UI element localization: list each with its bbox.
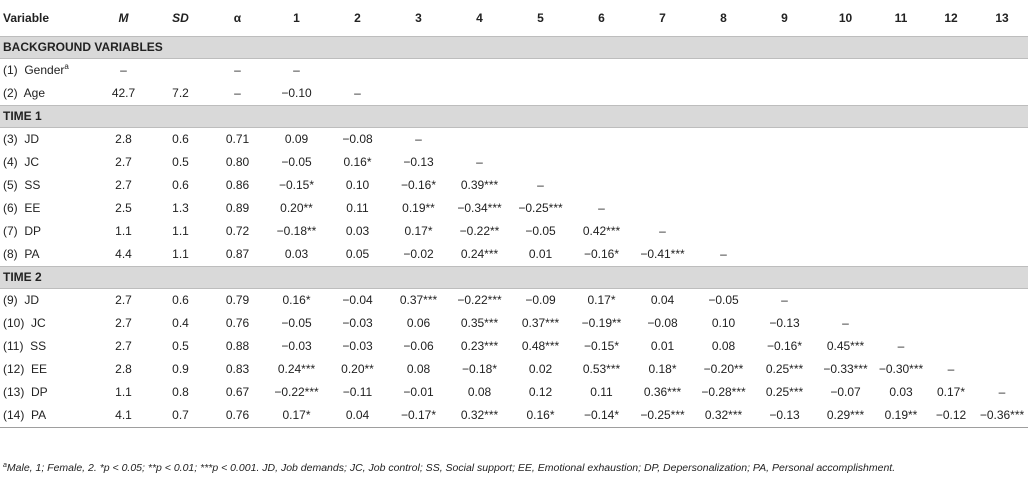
table-cell: 0.9: [172, 362, 189, 376]
table-cell: [754, 82, 815, 106]
table-cell: [926, 151, 976, 174]
variable-label: (10) JC: [3, 316, 46, 330]
table-cell: 2.8: [115, 362, 132, 376]
table-cell: 0.6: [172, 293, 189, 307]
table-cell: [754, 174, 815, 197]
table-cell: 0.32***: [449, 404, 510, 428]
header-col-12: 12: [926, 0, 976, 37]
table-cell: 0.36***: [643, 385, 682, 399]
table-cell: [510, 128, 571, 152]
table-cell: [976, 358, 1028, 381]
table-cell: 0.25***: [765, 385, 804, 399]
table-row: [0, 174, 1028, 197]
table-cell: 1.3: [172, 201, 189, 215]
table-cell: 0.08: [467, 385, 492, 399]
table-cell: 0.04: [327, 404, 388, 428]
table-cell: [976, 174, 1028, 197]
table-cell: −0.33***: [823, 362, 868, 376]
section-header-row: [0, 37, 1028, 59]
table-cell: 0.45***: [826, 339, 865, 353]
table-cell: [754, 128, 815, 152]
table-cell: −0.13: [754, 404, 815, 428]
table-cell: −0.04: [342, 293, 373, 307]
table-cell: –: [897, 339, 905, 353]
table-cell: 0.79: [225, 293, 250, 307]
header-col-8: 8: [693, 0, 754, 37]
table-cell: –: [998, 385, 1006, 399]
table-cell: [926, 312, 976, 335]
table-cell: −0.20**: [703, 362, 744, 376]
variable-cell: [0, 243, 95, 267]
table-cell: −0.13: [769, 316, 800, 330]
table-cell: −0.01: [403, 385, 434, 399]
table-cell: −0.09: [525, 293, 556, 307]
table-cell: 0.12: [528, 385, 553, 399]
header-col-3: 3: [388, 0, 449, 37]
table-cell: [976, 197, 1028, 220]
table-cell: 2.7: [115, 155, 132, 169]
table-cell: [876, 243, 926, 267]
section-header-row: [0, 106, 1028, 128]
table-cell: 0.11: [590, 385, 613, 399]
table-cell: 0.20**: [280, 201, 313, 215]
variable-label: (2) Age: [3, 86, 46, 100]
variable-label: (1) Gender: [3, 63, 65, 77]
table-cell: [815, 59, 876, 83]
table-cell: −0.28***: [701, 385, 746, 399]
table-row: [0, 151, 1028, 174]
table-cell: [815, 220, 876, 243]
table-cell: 0.17*: [936, 385, 966, 399]
table-cell: [976, 243, 1028, 267]
table-row: [0, 404, 1028, 428]
table-cell: [754, 220, 815, 243]
variable-cell: [0, 174, 95, 197]
table-cell: 0.76: [209, 404, 266, 428]
table-cell: [754, 59, 815, 83]
table-cell: [815, 128, 876, 152]
table-cell: [976, 289, 1028, 313]
table-cell: −0.13: [403, 155, 434, 169]
table-cell: 0.35***: [460, 316, 499, 330]
table-cell: 2.7: [115, 339, 132, 353]
table-cell: [926, 220, 976, 243]
table-cell: [449, 82, 510, 106]
table-cell: 0.10: [345, 178, 370, 192]
table-cell: 0.67: [225, 385, 250, 399]
variable-cell: [0, 404, 95, 428]
table-cell: 0.25***: [765, 362, 804, 376]
table-cell: [926, 335, 976, 358]
table-row: [0, 381, 1028, 404]
variable-cell: [0, 289, 95, 313]
table-cell: −0.03: [342, 339, 373, 353]
table-cell: [571, 59, 632, 83]
table-cell: −0.15*: [278, 178, 315, 192]
table-cell: 0.24***: [460, 247, 499, 261]
table-cell: [876, 128, 926, 152]
table-cell: 0.76: [225, 316, 250, 330]
table-cell: −0.15*: [583, 339, 620, 353]
table-cell: 0.39***: [460, 178, 499, 192]
variable-cell: [0, 59, 95, 83]
variable-cell: [0, 220, 95, 243]
table-cell: –: [720, 247, 727, 261]
table-cell: 0.83: [225, 362, 250, 376]
table-cell: [571, 151, 632, 174]
table-cell: −0.36***: [976, 404, 1028, 428]
table-row: [0, 289, 1028, 313]
table-cell: [693, 82, 754, 106]
table-cell: 0.10: [711, 316, 736, 330]
table-cell: 0.17*: [266, 404, 327, 428]
table-cell: 0.20**: [341, 362, 374, 376]
table-cell: −0.14*: [571, 404, 632, 428]
table-cell: −0.03: [342, 316, 373, 330]
section-title: TIME 1: [0, 106, 1028, 128]
table-cell: 0.5: [172, 155, 189, 169]
table-cell: 0.19**: [876, 404, 926, 428]
table-cell: [926, 289, 976, 313]
table-row: [0, 128, 1028, 152]
table-row: [0, 358, 1028, 381]
table-cell: [693, 220, 754, 243]
table-cell: –: [354, 86, 361, 100]
header-col-9: 9: [754, 0, 815, 37]
table-cell: –: [234, 86, 241, 100]
table-cell: [510, 82, 571, 106]
table-cell: −0.25***: [518, 201, 563, 215]
table-cell: 0.37***: [399, 293, 438, 307]
table-row: [0, 312, 1028, 335]
table-cell: [449, 128, 510, 152]
table-cell: 0.37***: [521, 316, 560, 330]
table-cell: −0.30***: [878, 362, 924, 376]
table-cell: [876, 289, 926, 313]
table-cell: 2.8: [115, 132, 132, 146]
table-cell: [926, 128, 976, 152]
table-cell: –: [781, 293, 788, 307]
variable-label: (4) JC: [3, 155, 39, 169]
table-cell: 0.72: [225, 224, 250, 238]
table-cell: [327, 59, 388, 83]
table-cell: [976, 151, 1028, 174]
table-cell: −0.05: [525, 224, 556, 238]
table-cell: 0.04: [650, 293, 675, 307]
table-cell: −0.19**: [581, 316, 622, 330]
header-col-7: 7: [632, 0, 693, 37]
table-cell: [632, 174, 693, 197]
table-row: [0, 197, 1028, 220]
table-cell: 0.16*: [282, 293, 311, 307]
table-cell: 0.86: [225, 178, 250, 192]
table-cell: −0.22**: [459, 224, 500, 238]
table-cell: 0.23***: [460, 339, 499, 353]
table-cell: [449, 59, 510, 83]
table-cell: [976, 59, 1028, 83]
table-cell: 0.09: [284, 132, 309, 146]
table-cell: [754, 243, 815, 267]
header-row: [0, 0, 1028, 37]
table-cell: [926, 82, 976, 106]
table-cell: 0.48***: [521, 339, 560, 353]
variable-cell: [0, 381, 95, 404]
table-cell: –: [415, 132, 422, 146]
header-mean: M: [95, 0, 152, 37]
table-cell: 2.7: [115, 316, 132, 330]
table-cell: –: [598, 201, 605, 215]
table-cell: [388, 82, 449, 106]
table-cell: −0.34***: [457, 201, 502, 215]
footnote-text: Male, 1; Female, 2. *p < 0.05; **p < 0.01; ***p < 0.001. JD, Job demands; JC, Job control; SS, Social support; EE, Emotional exhaustion; DP, Depersonalization; PA, Personal accomplishment.: [6, 462, 896, 474]
table-cell: 0.03: [889, 385, 913, 399]
variable-label: (14) PA: [3, 408, 47, 422]
header-col-1: 1: [266, 0, 327, 37]
table-cell: [876, 312, 926, 335]
table-cell: [876, 220, 926, 243]
table-cell: 0.19**: [402, 201, 435, 215]
table-cell: −0.06: [403, 339, 434, 353]
table-cell: 0.5: [172, 339, 189, 353]
table-cell: −0.25***: [632, 404, 693, 428]
table-cell: 0.18*: [648, 362, 677, 376]
table-cell: −0.08: [342, 132, 373, 146]
table-cell: 2.5: [115, 201, 132, 215]
table-cell: −0.12: [926, 404, 976, 428]
variable-cell: [0, 197, 95, 220]
table-cell: 0.08: [406, 362, 431, 376]
table-cell: −0.17*: [388, 404, 449, 428]
header-alpha: α: [209, 0, 266, 37]
table-cell: 1.1: [172, 224, 189, 238]
header-col-4: 4: [449, 0, 510, 37]
table-row: [0, 243, 1028, 267]
variable-label: (9) JD: [3, 293, 39, 307]
table-row: [0, 220, 1028, 243]
table-cell: [815, 197, 876, 220]
table-cell: 0.8: [172, 385, 189, 399]
table-cell: 0.17*: [404, 224, 433, 238]
table-cell: 0.80: [225, 155, 250, 169]
table-cell: [926, 174, 976, 197]
table-cell: −0.05: [708, 293, 739, 307]
table-cell: [632, 151, 693, 174]
table-cell: 0.16*: [510, 404, 571, 428]
table-cell: [926, 243, 976, 267]
table-cell: 0.24***: [277, 362, 316, 376]
table-cell: [976, 220, 1028, 243]
table-cell: –: [120, 63, 127, 77]
table-cell: 0.05: [345, 247, 370, 261]
table-cell: –: [234, 63, 241, 77]
table-cell: −0.08: [647, 316, 678, 330]
table-cell: [976, 335, 1028, 358]
table-cell: 0.7: [152, 404, 209, 428]
header-col-5: 5: [510, 0, 571, 37]
table-cell: 0.06: [406, 316, 431, 330]
table-cell: [571, 128, 632, 152]
table-cell: 0.01: [528, 247, 553, 261]
table-cell: −0.05: [281, 155, 312, 169]
variable-label: (12) EE: [3, 362, 48, 376]
table-cell: −0.11: [342, 385, 373, 399]
table-cell: 0.03: [345, 224, 370, 238]
table-cell: 0.71: [225, 132, 250, 146]
table-cell: 1.1: [115, 385, 132, 399]
table-cell: 0.17*: [587, 293, 616, 307]
table-cell: [693, 59, 754, 83]
table-cell: –: [842, 316, 849, 330]
table-cell: −0.18*: [461, 362, 498, 376]
table-cell: −0.41***: [640, 247, 685, 261]
header-col-10: 10: [815, 0, 876, 37]
table-cell: 0.87: [225, 247, 250, 261]
variable-cell: [0, 335, 95, 358]
table-cell: 7.2: [172, 86, 189, 100]
table-cell: −0.16*: [766, 339, 803, 353]
variable-cell: [0, 151, 95, 174]
header-sd: SD: [152, 0, 209, 37]
header-col-2: 2: [327, 0, 388, 37]
table-cell: [693, 128, 754, 152]
table-cell: –: [537, 178, 544, 192]
variable-label: (7) DP: [3, 224, 42, 238]
table-cell: 0.89: [225, 201, 250, 215]
section-title: BACKGROUND VARIABLES: [0, 37, 1028, 59]
table-cell: 0.6: [172, 178, 189, 192]
table-cell: 0.16*: [343, 155, 372, 169]
table-cell: [976, 82, 1028, 106]
table-cell: [815, 151, 876, 174]
table-cell: [693, 174, 754, 197]
table-cell: 0.4: [172, 316, 189, 330]
table-cell: −0.16*: [583, 247, 620, 261]
table-cell: 4.4: [115, 247, 132, 261]
table-cell: 0.6: [172, 132, 189, 146]
table-cell: 42.7: [111, 86, 136, 100]
table-cell: [754, 197, 815, 220]
table-cell: 2.7: [115, 178, 132, 192]
variable-label: (8) PA: [3, 247, 40, 261]
table-cell: [754, 151, 815, 174]
table-cell: 0.53***: [582, 362, 621, 376]
header-variable: Variable: [0, 0, 95, 37]
variable-cell: [0, 82, 95, 106]
table-cell: 1.1: [172, 247, 189, 261]
variable-label: (13) DP: [3, 385, 48, 399]
table-cell: 1.1: [115, 224, 132, 238]
table-cell: [815, 243, 876, 267]
table-cell: –: [293, 63, 300, 77]
table-cell: 0.11: [346, 201, 369, 215]
table-cell: [876, 174, 926, 197]
table-cell: [876, 59, 926, 83]
table-body: [0, 37, 1028, 428]
table-cell: [571, 174, 632, 197]
table-cell: [571, 82, 632, 106]
table-cell: [632, 82, 693, 106]
table-row: [0, 82, 1028, 106]
table-row: [0, 59, 1028, 83]
section-title: TIME 2: [0, 267, 1028, 289]
table-cell: 2.7: [115, 293, 132, 307]
table-cell: −0.16*: [400, 178, 437, 192]
table-cell: [632, 128, 693, 152]
table-footnote: [3, 461, 1011, 476]
header-col-13: 13: [976, 0, 1028, 37]
table-cell: [876, 82, 926, 106]
table-cell: −0.22***: [274, 385, 319, 399]
table-cell: 0.32***: [693, 404, 754, 428]
table-cell: −0.07: [830, 385, 861, 399]
table-cell: –: [659, 224, 666, 238]
header-col-6: 6: [571, 0, 632, 37]
table-cell: [632, 197, 693, 220]
table-cell: [388, 59, 449, 83]
table-cell: [510, 59, 571, 83]
table-cell: −0.03: [281, 339, 312, 353]
table-cell: [926, 197, 976, 220]
table-cell: [926, 59, 976, 83]
table-cell: [152, 59, 209, 83]
variable-cell: [0, 128, 95, 152]
variable-cell: [0, 358, 95, 381]
table-cell: [976, 312, 1028, 335]
section-header-row: [0, 267, 1028, 289]
variable-label: (11) SS: [3, 339, 47, 353]
table-cell: [815, 289, 876, 313]
table-cell: [876, 197, 926, 220]
table-cell: −0.22***: [457, 293, 502, 307]
table-cell: [632, 59, 693, 83]
table-cell: 0.42***: [582, 224, 621, 238]
table-cell: [976, 128, 1028, 152]
table-cell: [815, 174, 876, 197]
footnote-marker: a: [3, 462, 7, 469]
table-cell: 0.29***: [815, 404, 876, 428]
variable-label: (3) JD: [3, 132, 39, 146]
table-cell: [693, 151, 754, 174]
variable-cell: [0, 312, 95, 335]
variable-label: (6) EE: [3, 201, 41, 215]
table-cell: 0.01: [650, 339, 675, 353]
table-cell: 0.88: [225, 339, 250, 353]
table-cell: [693, 197, 754, 220]
table-cell: [510, 151, 571, 174]
table-cell: 0.08: [711, 339, 736, 353]
table-cell: 0.02: [528, 362, 553, 376]
table-cell: −0.02: [403, 247, 434, 261]
table-cell: −0.10: [281, 86, 312, 100]
header-col-11: 11: [876, 0, 926, 37]
table-cell: 0.03: [284, 247, 309, 261]
table-cell: –: [476, 155, 483, 169]
table-cell: −0.18**: [276, 224, 317, 238]
table-cell: [876, 151, 926, 174]
variable-label: (5) SS: [3, 178, 41, 192]
table-cell: [815, 82, 876, 106]
footnote-marker: a: [64, 62, 69, 71]
table-row: [0, 335, 1028, 358]
table-cell: 4.1: [95, 404, 152, 428]
table-cell: –: [947, 362, 955, 376]
table-cell: −0.05: [281, 316, 312, 330]
